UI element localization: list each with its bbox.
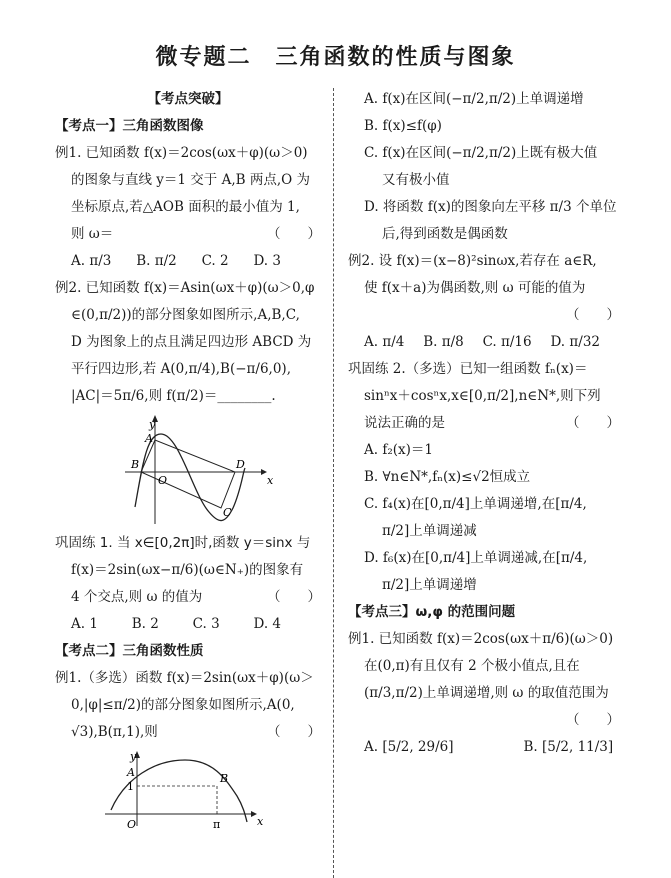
option-d: D. 4 bbox=[253, 616, 281, 632]
option-b: B. π/8 bbox=[423, 334, 464, 350]
example-1-options bbox=[55, 248, 281, 275]
option-b: B. π/2 bbox=[136, 253, 177, 269]
example-2-line: 平行四边形,若 A(0,π/4),B(−π/6,0), bbox=[71, 361, 291, 377]
tick-pi-label: π bbox=[213, 818, 221, 830]
option-b-line: B. f(x)≤f(φ) bbox=[364, 118, 442, 134]
example-4-options bbox=[348, 734, 620, 761]
example-3-line bbox=[55, 719, 321, 746]
answer-bracket: （ ） bbox=[267, 226, 321, 242]
point-b-label: B bbox=[220, 772, 229, 785]
option-a: A. π/4 bbox=[364, 334, 405, 350]
practice-2-line bbox=[348, 410, 620, 437]
example-3-question: √3),B(π,1),则 bbox=[71, 724, 158, 740]
option-d-line-cont: 后,得到函数是偶函数 bbox=[382, 226, 508, 242]
example-1-line: 例1. 已知函数 f(x)＝2cos(ωx＋φ)(ω＞0) bbox=[55, 145, 308, 161]
option-c: C. π/16 bbox=[482, 334, 532, 350]
option-b: B. 2 bbox=[131, 616, 159, 632]
option-a: A. π/3 bbox=[71, 253, 112, 269]
example-4-line: 例1. 已知函数 f(x)＝2cos(ωx＋π/6)(ω＞0) bbox=[348, 631, 614, 647]
option-c: C. 2 bbox=[201, 253, 229, 269]
practice-2-option-c-cont: π/2]上单调递减 bbox=[382, 523, 477, 539]
origin-label: O bbox=[127, 818, 137, 830]
example-1-line bbox=[55, 221, 321, 248]
y-label: y bbox=[149, 418, 156, 431]
x-label: x bbox=[267, 474, 274, 487]
example-2-line: |AC|＝5π/6,则 f(π/2)＝________. bbox=[71, 388, 276, 404]
option-a: A. [5/2, 29/6] bbox=[364, 739, 454, 755]
sine-graph-figure bbox=[55, 412, 321, 530]
practice-1-line: f(x)＝2sin(ωx−π/6)(ω∈N₊)的图象有 bbox=[71, 562, 304, 578]
option-b: B. [5/2, 11/3] bbox=[523, 739, 614, 755]
practice-1-options bbox=[55, 611, 281, 638]
point-d-label: D bbox=[236, 458, 245, 471]
example-2-line: ∈(0,π/2))的部分图象如图所示,A,B,C, bbox=[71, 307, 300, 323]
example-2-line: 例2. 已知函数 f(x)＝Asin(ωx＋φ)(ω＞0,φ bbox=[55, 280, 315, 296]
sine-graph-2-figure bbox=[55, 748, 321, 830]
answer-bracket: （ ） bbox=[566, 415, 620, 431]
left-column bbox=[55, 86, 321, 830]
point-b-label: B bbox=[131, 458, 140, 471]
example-3-line: 例1.（多选）函数 f(x)＝2sin(ωx＋φ)(ω＞ bbox=[55, 670, 314, 686]
example-3-line: 0,|φ|≤π/2)的部分图象如图所示,A(0, bbox=[71, 697, 295, 713]
practice-1-line: 巩固练 1. 当 x∈[0,2π]时,函数 y＝sinx 与 bbox=[55, 535, 311, 551]
option-d-line: D. 将函数 f(x)的图象向左平移 π/3 个单位 bbox=[364, 199, 617, 215]
point-a-label: A bbox=[145, 432, 153, 445]
practice-2-option-c: C. f₄(x)在[0,π/4]上单调递增,在[π/4, bbox=[364, 496, 587, 512]
option-c-line-cont: 又有极小值 bbox=[382, 172, 450, 188]
example-4-bracket-line bbox=[348, 707, 620, 734]
example-2b-options bbox=[348, 329, 600, 356]
example-2b-bracket-line bbox=[348, 302, 620, 329]
answer-bracket: （ ） bbox=[566, 712, 620, 728]
practice-2-option-d-cont: π/2]上单调递增 bbox=[382, 577, 477, 593]
example-2-line: D 为图象上的点且满足四边形 ABCD 为 bbox=[71, 334, 312, 350]
topic-3-heading: 【考点三】ω,φ 的范围问题 bbox=[348, 604, 516, 620]
point-a-label: A bbox=[127, 766, 135, 779]
x-label: x bbox=[257, 815, 264, 828]
example-1-line: 的图象与直线 y＝1 交于 A,B 两点,O 为 bbox=[71, 172, 310, 188]
example-1-line: 坐标原点,若△AOB 面积的最小值为 1, bbox=[71, 199, 300, 215]
practice-2-question: 说法正确的是 bbox=[364, 415, 445, 431]
example-2b-line: 例2. 设 f(x)＝(x−8)²sinωx,若存在 a∈R, bbox=[348, 253, 597, 269]
point-c-label: C bbox=[223, 506, 232, 519]
column-divider bbox=[333, 88, 334, 878]
example-4-line: 在(0,π)有且仅有 2 个极小值点,且在 bbox=[364, 658, 580, 674]
page-title: 微专题二 三角函数的性质与图象 bbox=[155, 45, 516, 70]
example-1-question: 则 ω＝ bbox=[71, 226, 114, 242]
right-column bbox=[348, 86, 620, 761]
topic-1-heading: 【考点一】三角函数图像 bbox=[55, 118, 204, 134]
answer-bracket: （ ） bbox=[267, 589, 321, 605]
practice-2-option-d: D. f₆(x)在[0,π/4]上单调递减,在[π/4, bbox=[364, 550, 588, 566]
practice-1-question: 4 个交点,则 ω 的值为 bbox=[71, 589, 203, 605]
example-4-line: (π/3,π/2)上单调递增,则 ω 的取值范围为 bbox=[364, 685, 609, 701]
option-d: D. 3 bbox=[253, 253, 281, 269]
option-c-line: C. f(x)在区间(−π/2,π/2)上既有极大值 bbox=[364, 145, 598, 161]
tick-one-label: 1 bbox=[127, 780, 134, 793]
practice-2-line: sinⁿx＋cosⁿx,x∈[0,π/2],n∈N*,则下列 bbox=[364, 388, 601, 404]
option-a-line: A. f(x)在区间(−π/2,π/2)上单调递增 bbox=[364, 91, 584, 107]
topic-2-heading: 【考点二】三角函数性质 bbox=[55, 643, 204, 659]
practice-2-option-b: B. ∀n∈N*,fₙ(x)≤√2恒成立 bbox=[364, 469, 531, 485]
answer-bracket: （ ） bbox=[267, 724, 321, 740]
practice-2-line: 巩固练 2.（多选）已知一组函数 fₙ(x)＝ bbox=[348, 361, 588, 377]
answer-bracket: （ ） bbox=[566, 307, 620, 323]
practice-2-option-a: A. f₂(x)＝1 bbox=[364, 442, 433, 458]
origin-label: O bbox=[158, 474, 168, 487]
option-d: D. π/32 bbox=[550, 334, 600, 350]
section-heading: 【考点突破】 bbox=[147, 91, 229, 107]
option-a: A. 1 bbox=[71, 616, 98, 632]
practice-1-line bbox=[55, 584, 321, 611]
example-2b-line: 使 f(x＋a)为偶函数,则 ω 可能的值为 bbox=[364, 280, 586, 296]
y-label: y bbox=[130, 750, 137, 763]
option-c: C. 3 bbox=[192, 616, 220, 632]
